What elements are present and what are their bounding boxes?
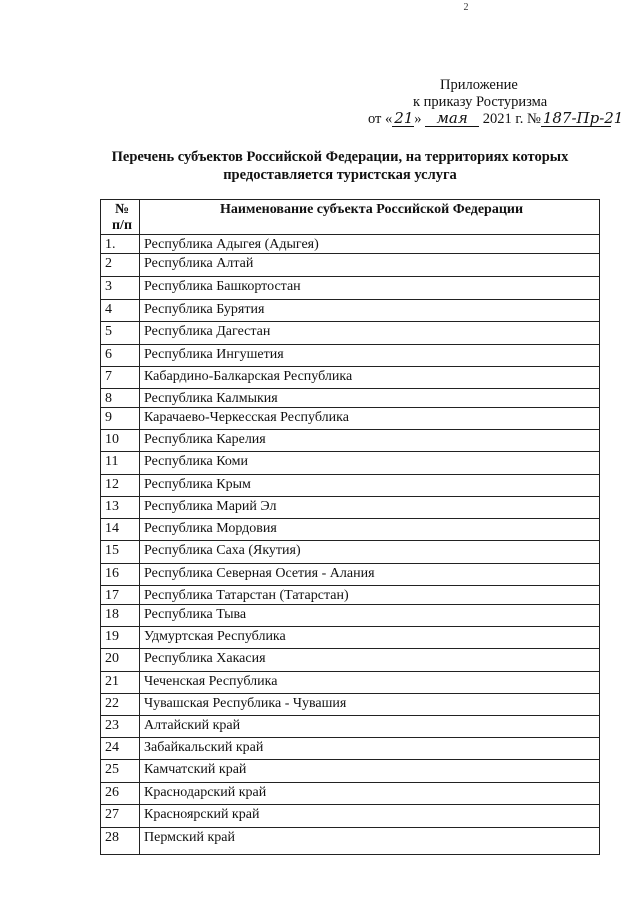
subject-name: Республика Калмыкия [140,389,600,408]
row-number: 7 [101,367,140,389]
table-row [101,345,600,367]
document-title-line1: Перечень субъектов Российской Федерации, на территориях которых [111,149,569,165]
document-title-line2: предоставляется туристская услуга [223,167,457,183]
table-row [101,235,600,254]
row-number: 10 [101,430,140,452]
order-date-line [368,111,630,128]
table-row [101,408,600,430]
subject-name: Республика Коми [140,452,600,475]
header-number-line2: п/п [111,218,133,233]
row-number: 3 [101,277,140,300]
table-header-row [101,200,600,235]
row-number: 25 [101,760,140,783]
subject-name: Республика Ингушетия [140,345,600,367]
header-subject-name: Наименование субъекта Российской Федерации [140,200,600,235]
subject-name: Республика Алтай [140,254,600,277]
row-number: 22 [101,694,140,716]
table-row [101,564,600,586]
subject-name: Камчатский край [140,760,600,783]
table-row [101,519,600,541]
row-number: 8 [101,389,140,408]
table-row [101,586,600,605]
row-number: 2 [101,254,140,277]
subject-name: Республика Саха (Якутия) [140,541,600,564]
table-row [101,300,600,322]
subject-name: Чеченская Республика [140,672,600,694]
subject-name: Республика Адыгея (Адыгея) [140,235,600,254]
table-row [101,475,600,497]
table-row [101,277,600,300]
table-row [101,322,600,345]
table-row [101,497,600,519]
subject-name: Республика Башкортостан [140,277,600,300]
subject-name: Республика Карелия [140,430,600,452]
row-number: 26 [101,783,140,805]
subject-name: Республика Татарстан (Татарстан) [140,586,600,605]
row-number: 21 [101,672,140,694]
table-row [101,738,600,760]
subject-name: Карачаево-Черкесская Республика [140,408,600,430]
header-number [101,200,140,235]
table-row [101,672,600,694]
subject-name: Республика Мордовия [140,519,600,541]
row-number: 18 [101,605,140,627]
subject-name: Забайкальский край [140,738,600,760]
row-number: 16 [101,564,140,586]
document-title [70,148,610,184]
table-row [101,452,600,475]
row-number: 5 [101,322,140,345]
row-number: 14 [101,519,140,541]
table-row [101,541,600,564]
subject-name: Республика Марий Эл [140,497,600,519]
row-number: 27 [101,805,140,828]
table-row [101,254,600,277]
subject-name: Республика Крым [140,475,600,497]
appendix-label: Приложение [440,77,518,93]
row-number: 19 [101,627,140,649]
table-row [101,367,600,389]
table-row [101,649,600,672]
subject-name: Республика Хакасия [140,649,600,672]
table-row [101,828,600,855]
row-number: 20 [101,649,140,672]
subject-name: Пермский край [140,828,600,855]
subject-name: Краснодарский край [140,783,600,805]
date-prefix: от « [368,111,393,127]
subject-name: Чувашская Республика - Чувашия [140,694,600,716]
row-number: 1. [101,235,140,254]
row-number: 23 [101,716,140,738]
appendix-header [368,77,630,128]
header-number-line1: № [114,202,130,217]
subjects-table [100,199,600,855]
table-row [101,389,600,408]
page-number: 2 [463,2,469,13]
subject-name: Кабардино-Балкарская Республика [140,367,600,389]
subject-name: Республика Дагестан [140,322,600,345]
subject-name: Удмуртская Республика [140,627,600,649]
row-number: 9 [101,408,140,430]
subject-name: Республика Тыва [140,605,600,627]
date-mid: » [414,111,426,127]
row-number: 24 [101,738,140,760]
subject-name: Республика Бурятия [140,300,600,322]
row-number: 6 [101,345,140,367]
table-row [101,805,600,828]
table-row [101,760,600,783]
row-number: 12 [101,475,140,497]
table-row [101,605,600,627]
table-row [101,716,600,738]
table-row [101,627,600,649]
table-row [101,430,600,452]
row-number: 11 [101,452,140,475]
order-day: 21 [394,109,414,127]
row-number: 4 [101,300,140,322]
table-row [101,694,600,716]
order-reference: к приказу Ростуризма [413,94,548,110]
row-number: 13 [101,497,140,519]
row-number: 28 [101,828,140,855]
table-row [101,783,600,805]
order-number: 187-Пр-21 [542,109,624,127]
row-number: 15 [101,541,140,564]
subject-name: Республика Северная Осетия - Алания [140,564,600,586]
order-month: мая [425,111,479,127]
subject-name: Красноярский край [140,805,600,828]
order-year: 2021 г. № [479,111,541,127]
row-number: 17 [101,586,140,605]
subject-name: Алтайский край [140,716,600,738]
